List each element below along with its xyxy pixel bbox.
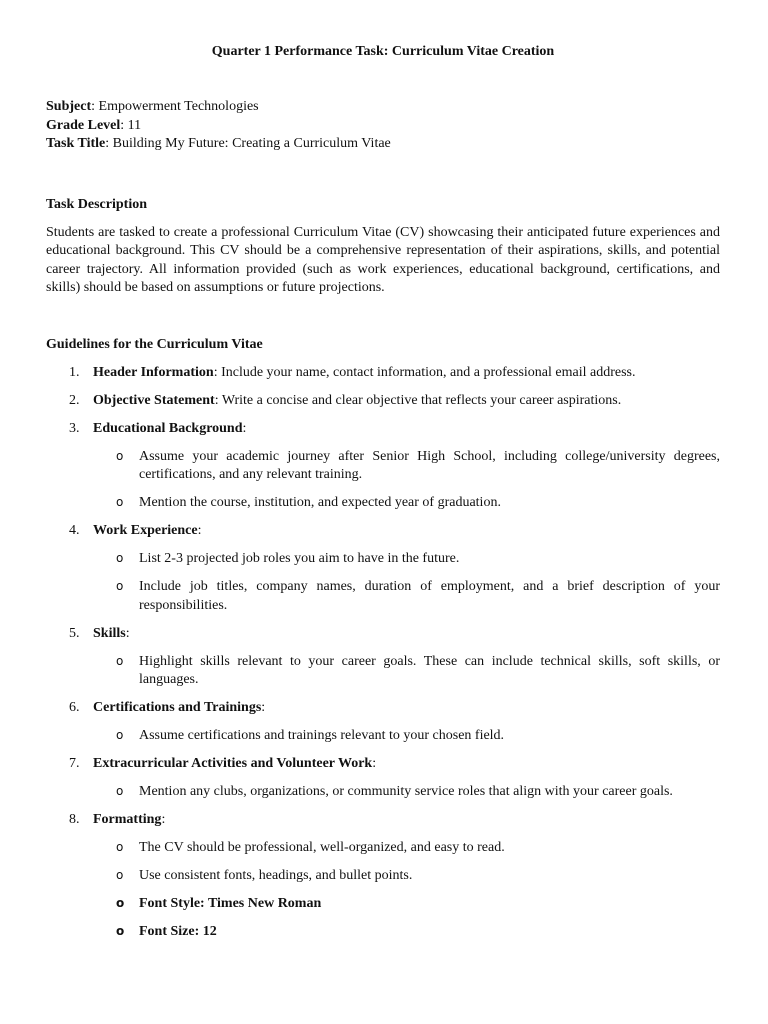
guideline-subitem-text: Font Style: Times New Roman (139, 896, 322, 911)
task-meta (46, 98, 720, 154)
subject-label: Subject (46, 99, 92, 114)
task-title-label: Task Title (46, 136, 106, 151)
guideline-subitem-text: Highlight skills relevant to your career goals. These can include technical skills, soft skills, or languages. (139, 653, 720, 687)
guideline-subitem-text: The CV should be professional, well-organized, and easy to read. (139, 840, 505, 855)
guideline-item (46, 755, 720, 802)
subject-line (46, 98, 720, 117)
guideline-line (93, 625, 720, 644)
guideline-name: Header Information (93, 364, 214, 380)
guideline-subitem (46, 550, 720, 569)
guideline-text: : Write a concise and clear objective that reflects your career aspirations. (214, 392, 622, 408)
grade-level-label: Grade Level (46, 117, 121, 133)
guidelines-heading: Guidelines for the Curriculum Vitae (46, 336, 263, 352)
guideline-subitem-text: Assume certifications and trainings relevant to your chosen field. (139, 728, 505, 743)
guideline-text: : (372, 756, 377, 771)
guideline-text: : (125, 625, 130, 641)
guideline-subitem (46, 578, 720, 615)
guideline-number: 6. (69, 700, 80, 715)
guideline-subitem (46, 653, 720, 690)
guideline-number: 5. (69, 625, 80, 641)
guideline-name: Objective Statement (93, 392, 215, 408)
guideline-subitem (46, 839, 720, 858)
guideline-subitem (46, 727, 720, 746)
guideline-subitem-text: Include job titles, company names, duration of employment, and a brief description of your responsibilities. (139, 579, 720, 613)
guideline-item (46, 392, 720, 411)
guideline-subitems (93, 448, 720, 513)
guideline-subitems (93, 653, 720, 690)
hollow-bullet-icon: o (116, 784, 124, 798)
guideline-subitem-text: Mention any clubs, organizations, or community service roles that align with your career goals. (139, 784, 673, 799)
hollow-bullet-icon: o (116, 448, 124, 463)
guideline-number: 3. (69, 420, 80, 436)
document-title: Quarter 1 Performance Task: Curriculum Vitae Creation (211, 44, 555, 59)
guideline-name: Formatting (93, 812, 162, 827)
guideline-subitems (93, 727, 720, 746)
task-description-text: Students are tasked to create a professional Curriculum Vitae (CV) showcasing their anticipated future experiences and educational background. This CV should be a comprehensive representation of their aspirations, skills, and potential career trajectory. All information provided (such as work experiences, educational background, certifications, and skills) should be based on assumptions or future projections. (46, 224, 720, 295)
guideline-subitem (46, 867, 720, 886)
guideline-name: Skills (93, 625, 126, 641)
guideline-subitem-text: List 2-3 projected job roles you aim to have in the future. (139, 551, 460, 566)
guideline-text: : (197, 523, 202, 538)
guideline-line (93, 811, 720, 830)
hollow-bullet-icon: o (116, 840, 124, 854)
task-title-value: : Building My Future: Creating a Curriculum Vitae (105, 136, 391, 151)
guideline-item (46, 811, 720, 942)
guideline-number: 8. (69, 812, 80, 827)
task-description-heading: Task Description (46, 196, 148, 212)
guideline-number: 4. (69, 523, 80, 538)
guideline-line (93, 420, 720, 439)
guideline-line (93, 392, 720, 411)
guideline-item (46, 364, 720, 383)
guideline-item (46, 522, 720, 615)
document-page (46, 42, 720, 951)
guideline-subitems (93, 783, 720, 802)
guidelines-list (46, 364, 720, 942)
guideline-subitem-text: Use consistent fonts, headings, and bullet points. (139, 868, 413, 883)
guideline-text: : (261, 700, 266, 715)
guideline-subitem-text: Mention the course, institution, and expected year of graduation. (139, 495, 501, 510)
guideline-name: Work Experience (93, 523, 198, 538)
guideline-text: : (161, 812, 166, 827)
hollow-bullet-icon: o (116, 896, 125, 910)
guideline-subitem (46, 448, 720, 485)
guideline-item (46, 625, 720, 690)
guideline-line (93, 699, 720, 718)
guideline-line (93, 755, 720, 774)
hollow-bullet-icon: o (116, 924, 125, 938)
guideline-subitem-text: Assume your academic journey after Senior High School, including college/university degrees, certifications, and any relevant training. (139, 448, 720, 482)
guideline-subitems (93, 550, 720, 615)
guideline-item (46, 420, 720, 513)
task-title-line (46, 135, 720, 154)
guideline-name: Educational Background (93, 420, 243, 436)
guideline-subitem (46, 895, 720, 914)
guideline-subitem-text: Font Size: 12 (139, 924, 217, 939)
hollow-bullet-icon: o (116, 579, 124, 593)
guideline-number: 2. (69, 392, 80, 408)
grade-level-value: : 11 (120, 117, 142, 133)
guideline-line (93, 364, 720, 383)
guideline-text: : (242, 420, 247, 436)
hollow-bullet-icon: o (116, 728, 124, 742)
hollow-bullet-icon: o (116, 868, 124, 882)
grade-level-line (46, 117, 720, 136)
guideline-number: 7. (69, 756, 80, 771)
guideline-item (46, 699, 720, 746)
guideline-subitem (46, 494, 720, 513)
guideline-text: : Include your name, contact information, and a professional email address. (213, 364, 636, 380)
guideline-subitems (93, 839, 720, 942)
guideline-subitem (46, 923, 720, 942)
guideline-line (93, 522, 720, 541)
guideline-subitem (46, 783, 720, 802)
subject-value: : Empowerment Technologies (91, 99, 259, 114)
hollow-bullet-icon: o (116, 551, 124, 565)
hollow-bullet-icon: o (116, 495, 124, 509)
guideline-name: Extracurricular Activities and Volunteer Work (93, 756, 373, 771)
guideline-name: Certifications and Trainings (93, 700, 262, 715)
guideline-number: 1. (69, 364, 80, 380)
hollow-bullet-icon: o (116, 653, 124, 668)
